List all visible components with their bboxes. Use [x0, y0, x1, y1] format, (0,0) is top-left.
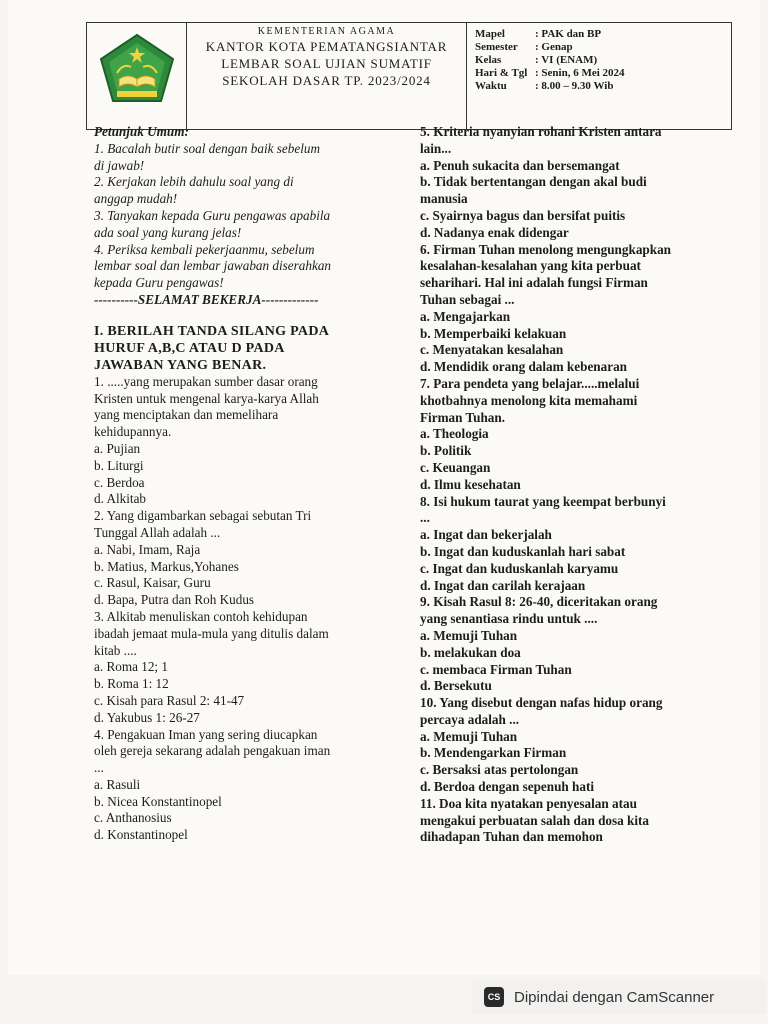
question-line: 4. Pengakuan Iman yang sering diucapkan: [94, 726, 318, 742]
school-year: SEKOLAH DASAR TP. 2023/2024: [222, 73, 431, 88]
question-line: d. Berdoa dengan sepenuh hati: [420, 779, 595, 795]
question-line: a. Memuji Tuhan: [420, 728, 518, 744]
question-line: a. Pujian: [94, 440, 141, 456]
question-line: 3. Alkitab menuliskan contoh kehidupan: [94, 608, 308, 624]
question-line: c. Rasul, Kaisar, Guru: [94, 575, 211, 591]
question-line: d. Nadanya enak didengar: [420, 224, 569, 240]
question-line: b. Ingat dan kuduskanlah hari sabat: [420, 543, 626, 559]
info-key: Waktu: [475, 80, 507, 92]
question-line: 6. Firman Tuhan menolong mengungkapkan: [420, 241, 672, 257]
question-line: b. Tidak bertentangan dengan akal budi: [420, 174, 647, 190]
instructions-list: [94, 141, 394, 292]
question-line: Tunggal Allah adalah ...: [94, 524, 221, 540]
question-line: a. Memuji Tuhan: [420, 627, 518, 643]
camscanner-text: Dipindai dengan CamScanner: [514, 988, 715, 1006]
question-line: c. Syairnya bagus dan bersifat puitis: [420, 207, 626, 223]
question-line: c. Ingat dan kuduskanlah karyamu: [420, 560, 619, 576]
section-heading: [94, 323, 394, 374]
question-line: a. Theologia: [420, 426, 489, 442]
section-heading-line: I. BERILAH TANDA SILANG PADA: [94, 323, 330, 339]
question-line: c. Menyatakan kesalahan: [420, 342, 564, 358]
header-title-block: [187, 23, 467, 129]
sheet-title: LEMBAR SOAL UJIAN SUMATIF: [221, 56, 432, 71]
instruction-line: anggap mudah!: [94, 191, 178, 207]
info-value: : Senin, 6 Mei 2024: [535, 67, 625, 79]
question-line: c. Kisah para Rasul 2: 41-47: [94, 692, 245, 708]
question-line: 2. Yang digambarkan sebagai sebutan Tri: [94, 508, 312, 524]
question-line: yang senantiasa rindu untuk ....: [420, 611, 598, 627]
question-line: mengakui perbuatan salah dan dosa kita: [420, 812, 650, 828]
question-line: d. Mendidik orang dalam kebenaran: [420, 359, 628, 375]
info-key: Kelas: [475, 54, 502, 66]
question-line: 10. Yang disebut dengan nafas hidup orang: [420, 695, 663, 711]
right-column: [420, 124, 720, 846]
question-line: d. Bapa, Putra dan Roh Kudus: [94, 592, 255, 608]
info-key: Mapel: [475, 28, 505, 40]
question-line: c. Bersaksi atas pertolongan: [420, 762, 579, 778]
info-value: : VI (ENAM): [535, 54, 598, 66]
question-line: a. Mengajarkan: [420, 308, 511, 324]
question-line: b. Politik: [420, 443, 472, 459]
instruction-line: di jawab!: [94, 157, 145, 173]
question-line: d. Bersekutu: [420, 678, 492, 694]
question-line: Firman Tuhan.: [420, 409, 506, 425]
ministry-name: KEMENTERIAN AGAMA: [257, 26, 396, 37]
question-line: d. Ingat dan carilah kerajaan: [420, 577, 586, 593]
question-line: kesalahan-kesalahan yang kita perbuat: [420, 258, 641, 274]
left-column: [94, 124, 394, 844]
question-line: kehidupannya.: [94, 424, 172, 440]
info-value: : 8.00 – 9.30 Wib: [535, 80, 614, 92]
exam-info-block: [467, 23, 731, 129]
question-list-left: [94, 374, 394, 844]
info-key: Semester: [475, 41, 518, 53]
question-line: b. Roma 1: 12: [94, 676, 169, 692]
question-line: c. Keuangan: [420, 459, 491, 475]
instruction-line: 3. Tanyakan kepada Guru pengawas apabila: [94, 207, 331, 223]
question-line: d. Alkitab: [94, 491, 147, 507]
logo-cell: [87, 23, 187, 129]
info-value: : PAK dan BP: [535, 28, 602, 40]
instruction-line: 2. Kerjakan lebih dahulu soal yang di: [94, 174, 294, 190]
question-line: 1. .....yang merupakan sumber dasar orang: [94, 373, 318, 389]
question-line: a. Penuh sukacita dan bersemangat: [420, 157, 620, 173]
info-row: [475, 41, 731, 54]
question-line: manusia: [420, 191, 468, 207]
instruction-line: lembar soal dan lembar jawaban diserahkan: [94, 258, 332, 274]
question-line: Kristen untuk mengenal karya-karya Allah: [94, 390, 319, 406]
info-key: Hari & Tgl: [475, 67, 528, 79]
question-line: a. Rasuli: [94, 776, 141, 792]
kemenag-logo-icon: [87, 23, 187, 129]
question-line: b. Memperbaiki kelakuan: [420, 325, 567, 341]
question-line: b. Liturgi: [94, 457, 144, 473]
question-line: c. Berdoa: [94, 474, 145, 490]
instruction-line: ada soal yang kurang jelas!: [94, 224, 242, 240]
question-line: seharihari. Hal ini adalah fungsi Firman: [420, 275, 648, 291]
question-line: Tuhan sebagai ...: [420, 291, 515, 307]
question-line: oleh gereja sekarang adalah pengakuan iman: [94, 743, 331, 759]
question-line: ...: [94, 760, 104, 776]
question-line: ...: [420, 510, 430, 526]
question-line: b. Nicea Konstantinopel: [94, 793, 222, 809]
question-line: c. membaca Firman Tuhan: [420, 661, 572, 677]
camscanner-watermark: [472, 980, 766, 1014]
question-line: c. Anthanosius: [94, 810, 172, 826]
exam-header: [86, 22, 732, 130]
instruction-line: 1. Bacalah butir soal dengan baik sebelum: [94, 140, 320, 156]
info-row: [475, 67, 731, 80]
info-value: : Genap: [535, 41, 573, 53]
instruction-line: kepada Guru pengawas!: [94, 275, 224, 291]
question-line: a. Ingat dan bekerjalah: [420, 527, 552, 543]
section-heading-line: HURUF A,B,C ATAU D PADA: [94, 340, 285, 356]
camscanner-icon: CS: [484, 987, 504, 1007]
question-line: d. Konstantinopel: [94, 827, 188, 843]
instruction-line: 4. Periksa kembali pekerjaanmu, sebelum: [94, 241, 315, 257]
office-name: KANTOR KOTA PEMATANGSIANTAR: [205, 39, 448, 54]
instructions-title: Petunjuk Umum:: [94, 124, 189, 139]
question-line: d. Ilmu kesehatan: [420, 476, 521, 492]
question-line: 11. Doa kita nyatakan penyesalan atau: [420, 795, 637, 811]
question-line: yang menciptakan dan memelihara: [94, 407, 279, 423]
question-line: a. Nabi, Imam, Raja: [94, 541, 201, 557]
question-line: percaya adalah ...: [420, 711, 520, 727]
info-row: [475, 54, 731, 67]
question-line: b. Mendengarkan Firman: [420, 745, 567, 761]
question-line: 8. Isi hukum taurat yang keempat berbunyi: [420, 493, 666, 509]
question-line: 9. Kisah Rasul 8: 26-40, diceritakan orang: [420, 594, 658, 610]
question-line: dihadapan Tuhan dan memohon: [420, 829, 603, 845]
question-line: 7. Para pendeta yang belajar.....melalui: [420, 375, 640, 391]
question-list-right: [420, 124, 720, 846]
question-line: d. Yakubus 1: 26-27: [94, 709, 200, 725]
question-line: 5. Kriteria nyanyian rohani Kristen antara: [420, 124, 662, 139]
section-heading-line: JAWABAN YANG BENAR.: [94, 357, 267, 373]
question-line: kitab ....: [94, 642, 137, 658]
question-line: a. Roma 12; 1: [94, 659, 168, 675]
question-line: b. melakukan doa: [420, 644, 521, 660]
question-line: b. Matius, Markus,Yohanes: [94, 558, 239, 574]
question-line: lain...: [420, 140, 452, 156]
question-line: ibadah jemaat mula-mula yang ditulis dalam: [94, 625, 329, 641]
selamat-bekerja: ----------SELAMAT BEKERJA-------------: [94, 291, 319, 307]
question-line: khotbahnya menolong kita memahami: [420, 392, 638, 408]
info-row: [475, 28, 731, 41]
info-row: [475, 80, 731, 93]
exam-paper: [8, 0, 760, 975]
